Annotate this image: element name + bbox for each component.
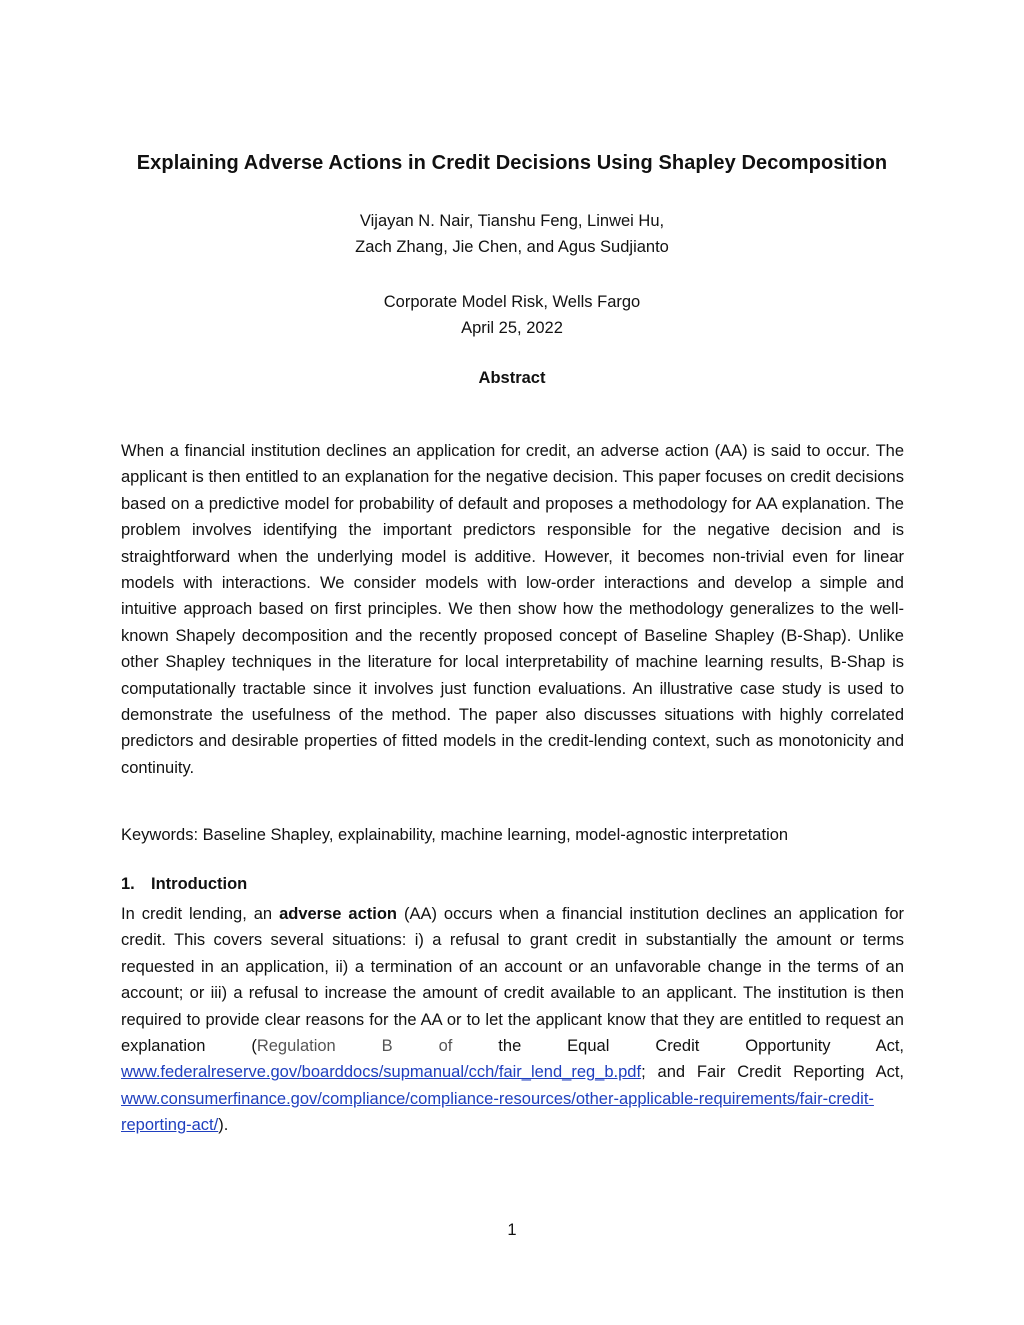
affiliation: Corporate Model Risk, Wells Fargo <box>383 293 641 311</box>
introduction-paragraph <box>121 901 904 1139</box>
section-heading-introduction <box>121 875 247 894</box>
keywords: Keywords: Baseline Shapley, explainability, machine learning, model-agnostic interpretation <box>121 826 789 844</box>
regulation-reference: Regulation B of <box>256 1037 453 1056</box>
intro-text-after-reg: the Equal Credit Opportunity Act, <box>452 1037 905 1056</box>
abstract-heading: Abstract <box>478 369 546 387</box>
section-number: 1. <box>121 875 135 893</box>
intro-text-mid: (AA) occurs when a financial institution declines an application for credit. This covers several situations: i) a refusal to grant credit in substantially the amount or terms requested in an application, ii) a termination of an account or an unfavorable change in the terms of an account; or iii) a refusal to increase the amount of credit available to an applicant. The institution is then required to provide clear reasons for the AA or to let the applicant know that they are entitled to request an explanation ( <box>121 905 904 1056</box>
publication-date: April 25, 2022 <box>461 319 563 337</box>
author-list <box>0 208 1024 260</box>
authors-line-1: Vijayan N. Nair, Tianshu Feng, Linwei Hu, <box>359 212 665 230</box>
section-title: Introduction <box>151 875 248 893</box>
adverse-action-term: adverse action <box>279 905 397 923</box>
abstract-text: When a financial institution declines an application for credit, an adverse action (AA) is said to occur. The applicant is then entitled to an explanation for the negative decision. This paper focuses on credit decisions based on a predictive model for probability of default and proposes a methodology for AA explanation. The problem involves identifying the important predictors responsible for the negative decision and is straightforward when the underlying model is additive. However, it becomes non-trivial even for linear models with interactions. We consider models with low-order interactions and develop a simple and intuitive approach based on first principles. We then show how the methodology generalizes to the well-known Shapely decomposition and the recently proposed concept of Baseline Shapley (B-Shap). Unlike other Shapley techniques in the literature for local interpretability of machine learning results, B-Shap is computationally tractable since it involves just function evaluations. An illustrative case study is used to demonstrate the usefulness of the method. The paper also discusses situations with highly correlated predictors and desirable properties of fitted models in the credit-lending context, such as monotonicity and continuity. <box>121 442 904 777</box>
federal-reserve-link[interactable]: www.federalreserve.gov/boarddocs/supmanual/cch/fair_lend_reg_b.pdf <box>121 1063 642 1082</box>
paper-title: Explaining Adverse Actions in Credit Decisions Using Shapley Decomposition <box>136 152 888 174</box>
affiliation-block <box>0 289 1024 341</box>
consumer-finance-link[interactable]: www.consumerfinance.gov/compliance/compliance-resources/other-applicable-requirements/fair-credit-reporting-act/ <box>121 1089 874 1135</box>
intro-text-end: ). <box>218 1116 229 1135</box>
authors-line-2: Zach Zhang, Jie Chen, and Agus Sudjianto <box>355 238 669 256</box>
page-number: 1 <box>507 1221 517 1239</box>
intro-text-start: In credit lending, an <box>121 905 280 923</box>
intro-text-between-links: ; and Fair Credit Reporting Act, <box>641 1063 904 1082</box>
